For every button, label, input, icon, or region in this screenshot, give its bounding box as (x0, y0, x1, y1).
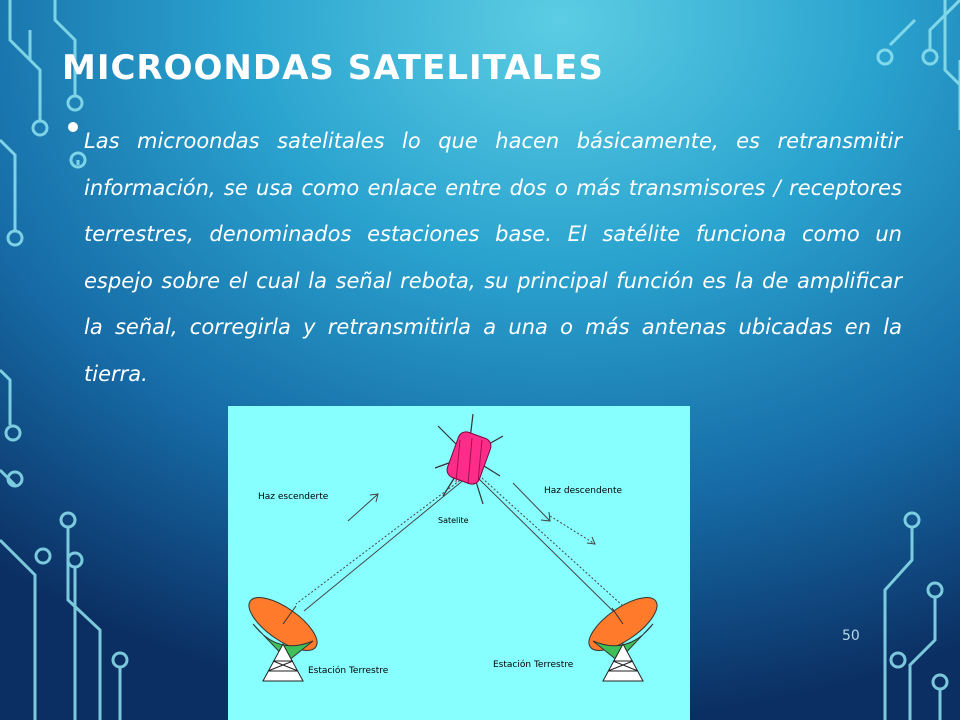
bullet-text: Las microondas satelitales lo que hacen básicamente, es retransmitir información, se usa como enlace entre dos o más transmisores / receptores terrestres, denominados estaciones base. El satélite funciona como un espejo sobre el cual la señal rebota, su principal función es la de amplificar la señal, corregirla y retransmitirla a una o más antenas ubicadas en la tierra. (84, 129, 902, 386)
uplink-arrow (348, 494, 378, 521)
satellite-icon (435, 414, 503, 504)
satellite-label: Satelite (438, 516, 469, 525)
slide-title: MICROONDAS SATELITALES (62, 48, 604, 88)
bullet-icon (68, 122, 78, 132)
downlink-label: Haz descendente (544, 486, 623, 496)
diagram-drawing (228, 406, 690, 720)
downlink-path (478, 478, 613, 611)
right-station-label: Estación Terrestre (493, 660, 574, 670)
page-number: 50 (842, 628, 860, 644)
right-station-icon (581, 588, 665, 681)
satellite-diagram (228, 406, 690, 720)
uplink-label: Haz escenderte (258, 492, 329, 502)
downlink-path-2 (482, 478, 623, 606)
signal-paths (296, 478, 623, 611)
left-station-label: Estación Terrestre (308, 666, 389, 676)
